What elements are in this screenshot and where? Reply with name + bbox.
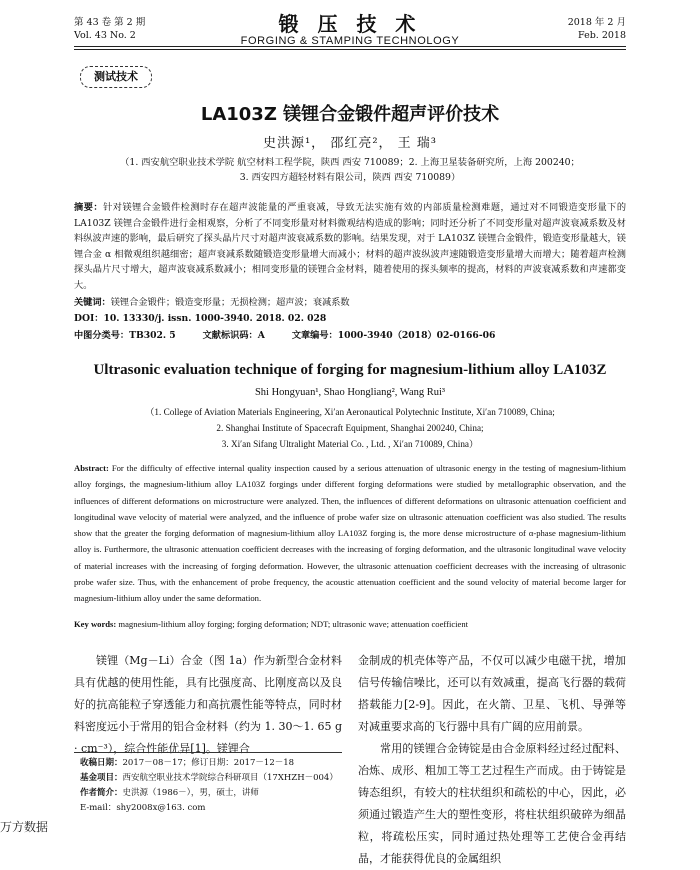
journal-title-en: FORGING & STAMPING TECHNOLOGY <box>240 35 460 47</box>
body-paragraph: 镁锂（Mg－Li）合金（图 1a）作为新型合金材料具有优越的使用性能，具有比强度高、比刚度高以及良好的抗高能粒子穿透能力和高抗震性能等特点，同时材料密度远小于常用的铝合金材料（约为 1. 30～1. 65 g · cm⁻³），综合性能优异[1]。镁锂合 <box>74 654 343 755</box>
keywords-cn-text: 镁锂合金锻件；锻造变形量；无损检测；超声波；衰减系数 <box>110 297 350 308</box>
body-column-left <box>74 650 342 760</box>
volume-cn: 第 43 卷 第 2 期 <box>74 17 146 28</box>
affiliation-cn-line: 3. 西安四方超轻材料有限公司，陕西 西安 710089） <box>239 172 461 183</box>
date-cn: 2018 年 2 月 <box>567 17 626 28</box>
journal-title-cn: 锻 压 技 术 <box>278 12 422 36</box>
abstract-en <box>74 460 626 607</box>
article-number: 文章编号：1000-3940（2018）02-0166-06 <box>291 330 496 341</box>
affiliation-en-line: 3. Xi′an Sifang Ultralight Material Co. , Ltd. , Xi′an 710089, China） <box>221 439 479 449</box>
abstract-cn-label: 摘要： <box>74 202 104 213</box>
fund-text: 西安航空职业技术学院综合科研项目（17XHZH－004） <box>122 773 338 783</box>
received-dates: 2017－08－17；修订日期：2017－12－18 <box>122 758 295 768</box>
keywords-en-label: Key words: <box>74 619 117 629</box>
doi-value: 10. 13330/j. issn. 1000-3940. 2018. 02. 028 <box>103 313 327 324</box>
section-tag: 测试技术 <box>80 66 152 88</box>
affiliation-en-line: 2. Shanghai Institute of Spacecraft Equipment, Shanghai 200240, China; <box>216 423 484 433</box>
footnote <box>80 756 342 816</box>
classification-row <box>74 328 626 343</box>
author-bio-label: 作者简介： <box>80 788 123 798</box>
author-bio: 史洪源（1986－），男，硕士，讲师 <box>122 788 259 798</box>
email-address: shy2008x@163. com <box>116 803 206 813</box>
watermark: 万方数据 <box>0 820 49 834</box>
keywords-cn <box>74 295 626 311</box>
abstract-en-text: For the difficulty of effective internal quality inspection caused by a serious attenuation of ultrasonic energy in the testing of magnesium-lithium alloy forgings, the magnesium-lithium alloy LA103Z forgings under different forging deformations were studied by metallographic observation, and the influences of different deformations on microstructure were analyzed. Then, the influences of different deformations on ultrasonic attenuation coefficient and longitudinal wave velocity of material were analyzed, and the influence of probe wafer size on ultrasonic attenuation coefficient was also studied. The results show that the greater the forging deformation of magnesium-lithium alloy LA103Z forging is, the more dense microstructure of α-phase magnesium-lithium alloy is. Furthermore, the ultrasonic attenuation coefficient decreases with the increasing of forging deformation, and the ultrasonic longitudinal wave velocity of material increases with the increasing of forging deformation. However, the ultrasonic attenuation coefficient decreases with the increasing of ultrasonic probe wafer size. Thus, with the enhancement of probe frequency, the acoustic attenuation coefficient and the sound velocity of material become larger for magnesium-lithium alloy under the same deformation. <box>74 463 626 604</box>
affiliations-cn <box>100 155 600 185</box>
abstract-cn-text: 针对镁锂合金锻件检测时存在超声波能量的严重衰减，导致无法实施有效的内部质量检测难题，通过对不同锻造变形量下的 LA103Z 镁锂合金锻件进行金相观察，分析了不同变形量对材料微观结构造成的影响；同时还分析了不同变形量对超声波衰减系数及材料纵波声速的影响，最后研究了探头晶片尺寸对超声波衰减系数的影响。结果发现，对于 LA103Z 镁锂合金锻件，锻造变形量越大，镁锂合金 α 相微观组织越细密；超声衰减系数随锻造变形量增大而减小；材料的超声波纵波声速随锻造变形量增大而增大；随着超声检测探头晶片尺寸增大，超声波衰减系数减小；相同变形量的镁锂合金材料，随着使用的探头频率的提高，材料的声波衰减系数和声速都变大。 <box>74 202 627 291</box>
email-label: E-mail： <box>80 803 117 813</box>
doi-label: DOI： <box>74 313 104 324</box>
affiliation-cn-line: （1. 西安航空职业技术学院 航空材料工程学院，陕西 西安 710089；2. 上海卫星装备研究所，上海 200240； <box>120 157 580 168</box>
body-column-right <box>358 650 626 870</box>
affiliations-en <box>80 404 620 452</box>
keywords-en <box>74 617 626 631</box>
date-en: Feb. 2018 <box>578 30 626 41</box>
paper-title-en: Ultrasonic evaluation technique of forging for magnesium-lithium alloy LA103Z <box>93 362 607 378</box>
fund-label: 基金项目： <box>80 773 123 783</box>
doc-code: 文献标识码：A <box>202 330 265 341</box>
issue-date <box>568 16 626 42</box>
paper-title-cn: LA103Z 镁锂合金锻件超声评价技术 <box>200 104 500 125</box>
header-rule-2 <box>74 49 626 50</box>
abstract-cn <box>74 200 626 293</box>
doi-line <box>74 311 626 327</box>
volume-en: Vol. 43 No. 2 <box>74 30 136 41</box>
authors-en: Shi Hongyuan¹, Shao Hongliang², Wang Rui³ <box>254 387 446 398</box>
affiliation-en-line: （1. College of Aviation Materials Engineering, Xi′an Aeronautical Polytechnic Institute, Xi′an 710089, China; <box>145 407 555 417</box>
abstract-en-label: Abstract: <box>74 463 109 473</box>
header-rule <box>74 46 626 47</box>
footnote-rule <box>74 752 342 753</box>
received-label: 收稿日期： <box>80 758 123 768</box>
body-paragraph: 常用的镁锂合金铸锭是由合金原料经过经过配料、冶炼、成形、粗加工等工艺过程生产而成。由于铸锭是铸态组织，有较大的柱状组织和疏松的中心，因此，必须通过锻造产生大的塑性变形，将柱状组织破碎为细晶粒，将疏松压实，同时通过热处理等工艺使合金再结晶，才能获得优良的金属组织 <box>358 742 626 865</box>
authors-cn: 史洪源¹， 邵红亮²， 王 瑞³ <box>262 136 438 151</box>
keywords-cn-label: 关键词： <box>74 297 111 308</box>
body-paragraph: 金制成的机壳体等产品，不仅可以减少电磁干扰，增加信号传输信噪比，还可以有效减重，提高飞行器的载荷搭载能力[2-9]。因此，在火箭、卫星、飞机、导弹等对减重要求高的飞行器中具有广阔的应用前景。 <box>358 654 626 733</box>
clc-number: 中图分类号：TB302. 5 <box>74 330 176 341</box>
keywords-en-text: magnesium-lithium alloy forging; forging deformation; NDT; ultrasonic wave; attenuation coefficient <box>118 619 469 629</box>
